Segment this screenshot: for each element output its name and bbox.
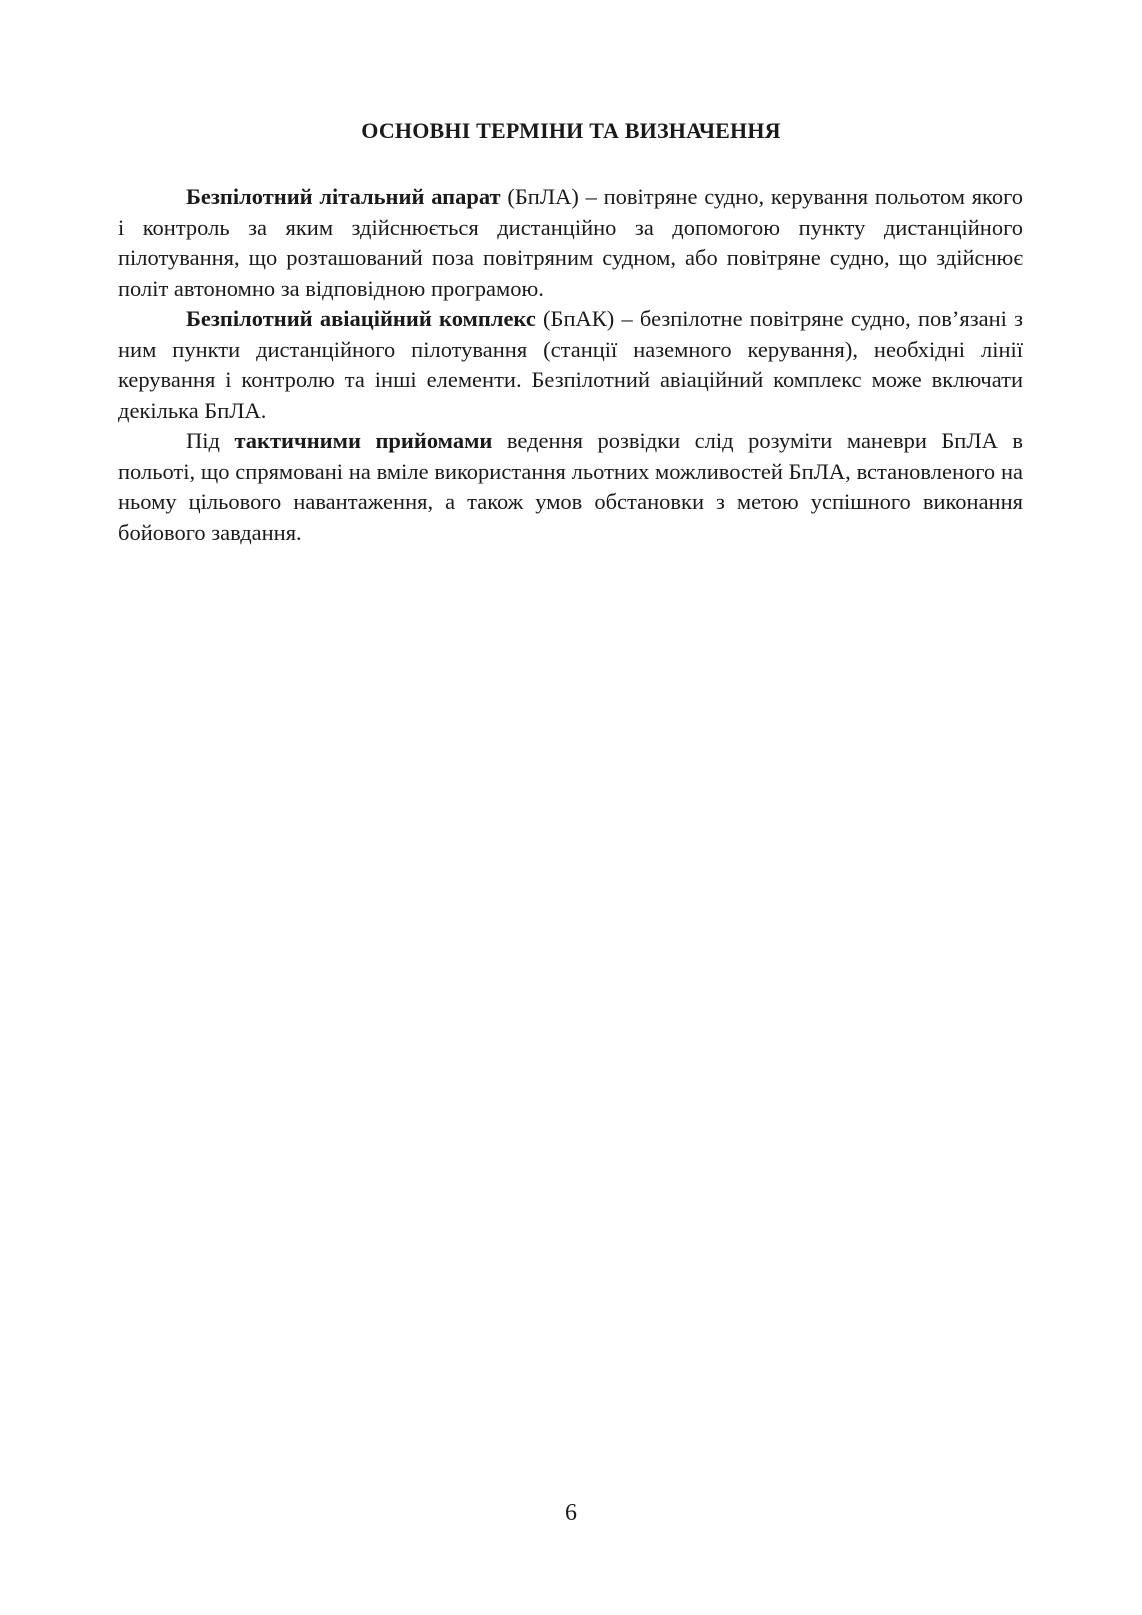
page-number: 6 xyxy=(565,1500,577,1526)
definition-text: (БпАК) – безпілотне повітряне судно, пов’язані з ним пункти дистанційного пілотування (станції наземного керування), необхідні лінії керування і контролю та інші елементи. Безпілотний авіаційний комплекс може включати декілька БпЛА. xyxy=(118,306,1024,423)
term-tactical-techniques: тактичними прийомами xyxy=(234,428,493,453)
page-title: ОСНОВНІ ТЕРМІНИ ТА ВИЗНАЧЕННЯ xyxy=(361,118,781,143)
paragraph-bpak-definition xyxy=(118,304,1023,426)
definition-text: (БпЛА) – повітряне судно, керування польотом якого і контроль за яким здійснюється дистанційно за допомогою пункту дистанційного пілотування, що розташований поза повітряним судном, або повітряне судно, що здійснює політ автономно за відповідною програмою. xyxy=(118,184,1023,301)
document-body xyxy=(118,182,1023,548)
term-bpak: Безпілотний авіаційний комплекс xyxy=(186,306,536,331)
paragraph-tactical-techniques xyxy=(118,426,1023,548)
paragraph-prefix: Під xyxy=(186,428,235,453)
paragraph-bpla-definition xyxy=(118,182,1023,304)
definition-text: ведення розвідки слід розуміти маневри БпЛА в польоті, що спрямовані на вміле використання льотних можливостей БпЛА, встановленого на ньому цільового навантаження, а також умов обстановки з метою успішного виконання бойового завдання. xyxy=(118,428,1023,545)
term-bpla: Безпілотний літальний апарат xyxy=(186,184,501,209)
